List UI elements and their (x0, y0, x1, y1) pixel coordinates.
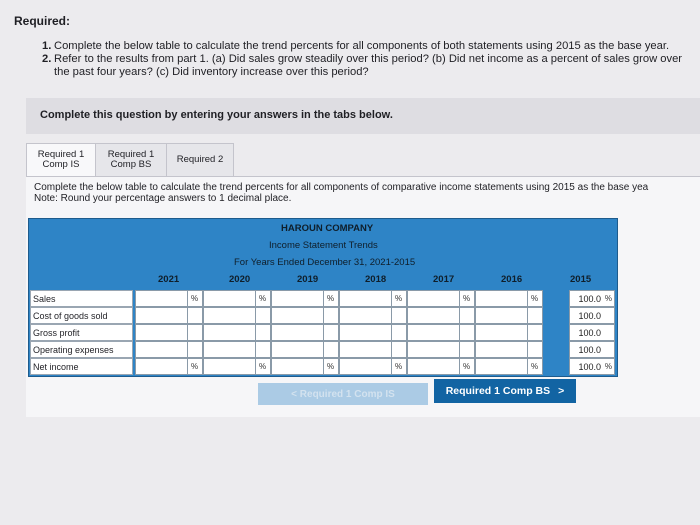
cell-divider (391, 325, 406, 340)
trend-input-cell[interactable] (135, 290, 203, 307)
base-value: 100.0 (578, 294, 601, 304)
cell-divider (391, 308, 406, 323)
banner-text: Complete this question by entering your answers in the tabs below. (40, 109, 393, 121)
percent-sign: % (531, 294, 539, 303)
base-cell-net-income (569, 358, 615, 375)
next-tab-button[interactable] (434, 379, 576, 403)
tab-label-line1: Required 1 (107, 149, 155, 160)
trend-input-cell[interactable] (135, 358, 203, 375)
percent-sign: % (604, 294, 612, 303)
trend-input-cell[interactable] (203, 324, 271, 341)
cell-divider (391, 342, 406, 357)
question-text (34, 182, 648, 204)
cell-divider (459, 342, 474, 357)
instructions-banner (26, 98, 700, 134)
row-label-sales: Sales (30, 290, 133, 307)
percent-sign: % (327, 294, 335, 303)
row-label-net-income: Net income (30, 358, 133, 375)
trend-input-cell[interactable] (203, 358, 271, 375)
year-header-2019: 2019 (297, 274, 319, 285)
cell-divider (323, 308, 338, 323)
trend-input-cell[interactable] (271, 358, 339, 375)
trend-input-cell[interactable] (407, 324, 475, 341)
period-title: For Years Ended December 31, 2021-2015 (234, 257, 416, 268)
tab-required-1-comp-is[interactable] (26, 143, 95, 177)
trend-input-cell[interactable] (475, 307, 543, 324)
year-header-2021: 2021 (158, 274, 180, 285)
tab-required-2[interactable] (166, 143, 234, 177)
year-header-2020: 2020 (229, 274, 251, 285)
trend-input-cell[interactable] (271, 290, 339, 307)
tab-bar (26, 143, 234, 177)
instruction-text: Refer to the results from part 1. (a) Did sales grow steadily over this period? (b) Did net income as a percent of sales grow over the past four years? (c) Did inventory increase over this period? (54, 53, 683, 78)
statement-title: Income Statement Trends (269, 240, 378, 251)
trend-input-cell[interactable] (271, 341, 339, 358)
trend-input-cell[interactable] (271, 307, 339, 324)
trend-input-cell[interactable] (339, 307, 407, 324)
base-value: 100.0 (578, 362, 601, 372)
trend-input-cell[interactable] (475, 341, 543, 358)
cell-divider (323, 325, 338, 340)
trend-input-cell[interactable] (135, 341, 203, 358)
year-header-2015: 2015 (570, 274, 592, 285)
percent-sign: % (191, 362, 199, 371)
year-header-2018: 2018 (365, 274, 387, 285)
tab-required-1-comp-bs[interactable] (95, 143, 166, 177)
cell-divider (323, 342, 338, 357)
trend-input-cell[interactable] (407, 290, 475, 307)
trend-input-cell[interactable] (475, 290, 543, 307)
cell-divider (527, 325, 542, 340)
base-value: 100.0 (578, 345, 601, 355)
year-header-2017: 2017 (433, 274, 455, 285)
cell-divider (255, 342, 270, 357)
trend-input-cell[interactable] (407, 307, 475, 324)
row-label-operating-expenses: Operating expenses (30, 341, 133, 358)
percent-sign: % (531, 362, 539, 371)
cell-divider (187, 308, 202, 323)
cell-divider (459, 325, 474, 340)
trend-input-cell[interactable] (271, 324, 339, 341)
tab-label: Required 2 (176, 154, 224, 165)
row-label-cogs: Cost of goods sold (30, 307, 133, 324)
trend-input-cell[interactable] (475, 358, 543, 375)
percent-sign: % (604, 362, 612, 371)
cell-divider (255, 325, 270, 340)
base-cell-operating-expenses (569, 341, 615, 358)
cell-divider (255, 308, 270, 323)
row-label-gross-profit: Gross profit (30, 324, 133, 341)
trend-input-cell[interactable] (135, 324, 203, 341)
year-header-2016: 2016 (501, 274, 523, 285)
percent-sign: % (395, 362, 403, 371)
trend-input-cell[interactable] (203, 307, 271, 324)
trend-input-cell[interactable] (339, 358, 407, 375)
base-value: 100.0 (578, 328, 601, 338)
percent-sign: % (259, 294, 267, 303)
base-cell-sales (569, 290, 615, 307)
trend-input-cell[interactable] (135, 307, 203, 324)
instructions-list (42, 40, 692, 79)
percent-sign: % (191, 294, 199, 303)
question-instruction: Complete the below table to calculate the trend percents for all components of comparative income statements using 2015 as the base yea (34, 182, 649, 193)
cell-divider (187, 342, 202, 357)
tab-label-line2: Comp BS (110, 159, 152, 170)
base-value: 100.0 (578, 311, 601, 321)
trend-input-cell[interactable] (203, 341, 271, 358)
instruction-number: 2. (42, 53, 52, 65)
trend-input-cell[interactable] (203, 290, 271, 307)
next-tab-label: Required 1 Comp BS (445, 385, 551, 397)
cell-divider (527, 342, 542, 357)
cell-divider (459, 308, 474, 323)
instruction-text: Complete the below table to calculate the trend percents for all components of both statements using 2015 as the base year. (54, 40, 670, 52)
instruction-number: 1. (42, 40, 52, 52)
chevron-right-icon: > (558, 385, 565, 397)
question-note: Note: Round your percentage answers to 1 decimal place. (34, 193, 292, 204)
required-heading: Required: (14, 14, 71, 28)
company-name: HAROUN COMPANY (281, 223, 374, 234)
instruction-item (42, 53, 692, 79)
trend-input-cell[interactable] (339, 341, 407, 358)
percent-sign: % (463, 362, 471, 371)
trend-table (28, 218, 618, 377)
cell-divider (527, 308, 542, 323)
trend-input-cell[interactable] (407, 341, 475, 358)
tab-label-line2: Comp IS (42, 159, 80, 170)
trend-input-cell[interactable] (475, 324, 543, 341)
instruction-item (42, 40, 692, 53)
cell-divider (187, 325, 202, 340)
base-cell-cogs (569, 307, 615, 324)
trend-input-cell[interactable] (339, 290, 407, 307)
percent-sign: % (259, 362, 267, 371)
percent-sign: % (463, 294, 471, 303)
prev-tab-button[interactable]: < Required 1 Comp IS (258, 383, 428, 405)
base-cell-gross-profit (569, 324, 615, 341)
tab-label-line1: Required 1 (37, 149, 85, 160)
trend-input-cell[interactable] (339, 324, 407, 341)
percent-sign: % (327, 362, 335, 371)
trend-input-cell[interactable] (407, 358, 475, 375)
percent-sign: % (395, 294, 403, 303)
